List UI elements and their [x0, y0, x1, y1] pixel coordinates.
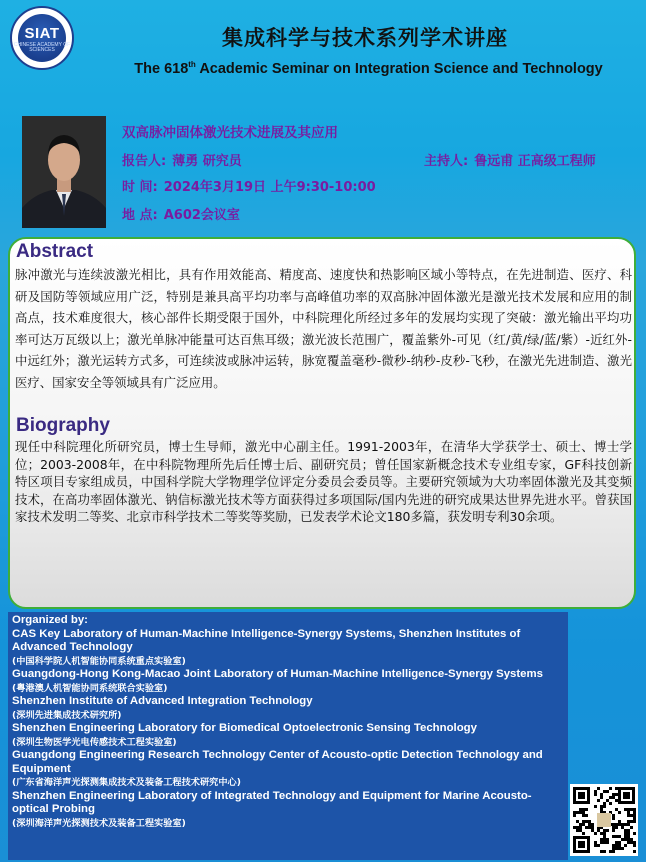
biography-text: 现任中科院理化所研究员，博士生导师，激光中心副主任。1991-2003年，在清华大学获学士、硕士、博士学位；2003-2008年，在中科院物理所先后任博士后、副研究员；曾任国家新概念技术专业组专家，GF科技创新特区项目专家组成员，中国科学院大学物理学位评定分委员会委员等。主要研究领域为大功率固体激光及其变频技术，在高功率固体激光、钠信标激光技术等方面获得过多项国际/国内先进的研究成果达世界先进水平。曾获国家技术发明二等奖、北京市科学技术二等奖等奖励，已发表学术论文180多篇，获发明专利30余项。: [15, 439, 632, 524]
qr-code[interactable]: [570, 784, 638, 856]
biography-heading: Biography: [16, 415, 110, 436]
place-value: A602会议室: [163, 208, 240, 223]
organizer-6-cn: (深圳海洋声光探测技术及装备工程实验室): [12, 817, 186, 829]
speaker-label: 报告人:: [122, 154, 167, 169]
speaker-name: 薄勇 研究员: [172, 154, 242, 169]
abstract-text: 脉冲激光与连续波激光相比，具有作用效能高、精度高、速度快和热影响区域小等特点，在先进制造、医疗、科研及国防等领域应用广泛，特别是兼具高平均功率与高峰值功率的双高脉冲固体激光是激光技术发展和应用的制高点，技术难度很大，核心部件长期受限于国外，中科院理化所经过多年的发展均实现了突破：激光输出平均功率可达万瓦级以上；激光单脉冲能量可达百焦耳级；激光波长范围广，覆盖紫外-可见（红/黄/绿/蓝/紫）-近红外-中远红外；激光运转方式多，可连续波或脉冲运转，脉宽覆盖毫秒-微秒-纳秒-皮秒-飞秒，在激光先进制造、激光医疗、国家安全等领域具有广泛应用。: [15, 267, 632, 390]
qr-code-graphic: [570, 784, 638, 856]
organizer-6-en: Shenzhen Engineering Laboratory of Integrated Technology and Equipment for Marine Acousto-optical Probing: [12, 789, 532, 815]
organizer-5-en: Guangdong Engineering Research Technology Center of Acousto-optic Detection Technology and Equipment: [12, 749, 543, 775]
abstract-heading: Abstract: [16, 241, 94, 262]
place-line: [122, 204, 240, 223]
organizers-label: Organized by:: [12, 614, 88, 626]
organizer-3-en: Shenzhen Institute of Advanced Integration Technology: [12, 695, 313, 707]
organizer-2-en: Guangdong-Hong Kong-Macao Joint Laboratory of Human-Machine Intelligence-Synergy Systems: [12, 668, 543, 680]
content-panel: [8, 237, 636, 609]
speaker-photo: [22, 116, 106, 228]
time-label: 时 间:: [122, 180, 158, 195]
seminar-title-en: The 618th Academic Seminar on Integration Science and Technology: [134, 60, 603, 77]
host-label: 主持人:: [424, 154, 469, 169]
time-line: [122, 176, 376, 195]
place-label: 地 点:: [122, 208, 158, 223]
talk-title: 双高脉冲固体激光技术进展及其应用: [122, 125, 338, 141]
organizers-list: [12, 614, 560, 830]
seminar-title-cn: 集成科学与技术系列学术讲座: [222, 26, 508, 50]
logo-text: SIAT: [24, 25, 60, 42]
siat-logo: [10, 6, 74, 70]
speaker-line: [122, 150, 242, 169]
organizer-4-en: Shenzhen Engineering Laboratory for Biomedical Optoelectronic Sensing Technology: [12, 722, 477, 734]
time-value: 2024年3月19日 上午9:30-10:00: [163, 180, 376, 195]
host-line: [424, 150, 596, 169]
host-name: 鲁远甫 正高级工程师: [474, 154, 596, 169]
organizer-1-cn: (中国科学院人机智能协同系统重点实验室): [12, 655, 186, 667]
organizer-1-en: CAS Key Laboratory of Human-Machine Intelligence-Synergy Systems, Shenzhen Institutes of Advanced Technology: [12, 627, 521, 653]
organizer-5-cn: (广东省海洋声光探测集成技术及装备工程技术研究中心): [12, 777, 241, 788]
organizer-2-cn: (粤港澳人机智能协同系统联合实验室): [12, 682, 168, 694]
organizer-4-cn: (深圳生物医学光电传感技术工程实验室): [12, 736, 177, 748]
organizer-3-cn: (深圳先进集成技术研究所): [12, 709, 122, 721]
logo-subtext: CHINESE ACADEMY OF SCIENCES: [13, 42, 71, 53]
